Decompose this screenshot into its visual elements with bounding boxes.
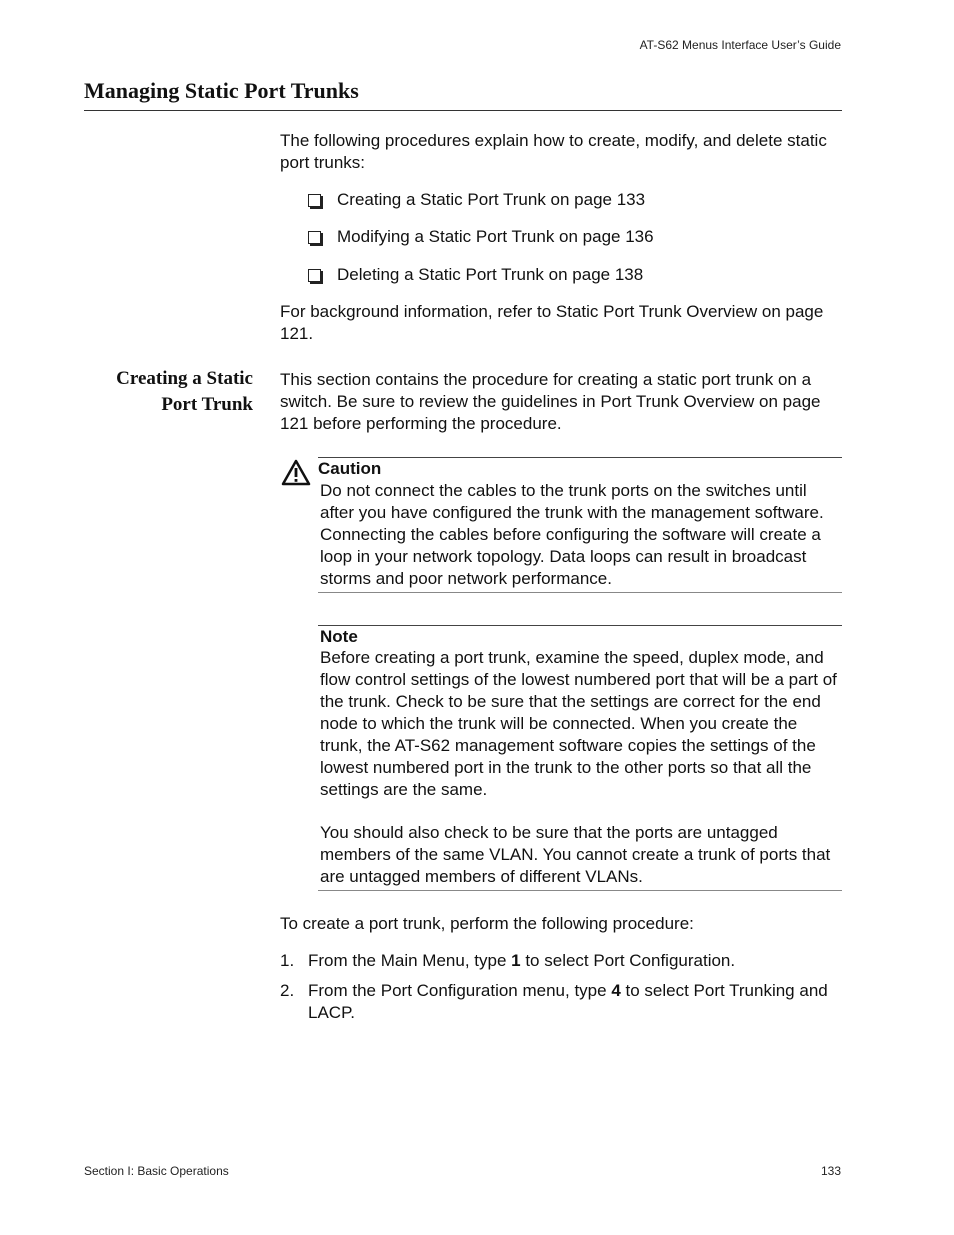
guide-title: AT-S62 Menus Interface User’s Guide [639, 38, 841, 52]
section-title-rule [84, 110, 842, 111]
procedure-intro: To create a port trunk, perform the following procedure: [280, 914, 694, 933]
background-paragraph: For background information, refer to Static Port Trunk Overview on page 121. [280, 302, 824, 343]
caution-top-rule [318, 457, 842, 458]
bullet-link-deleting[interactable]: Deleting a Static Port Trunk on page 138 [337, 265, 644, 284]
caution-bottom-rule [318, 592, 842, 593]
step-text-post: to select Port Trunking and LACP. [308, 981, 828, 1022]
checkbox-bullet-icon [308, 231, 321, 244]
note-paragraph-1: Before creating a port trunk, examine the speed, duplex mode, and flow control settings of the lowest numbered port that will be a part of the trunk. Check to be sure that the settings are correct for the end node to which the trunk will be connected. When you create the trunk, the AT-S62 management software copies the settings of the lowest numbered port in the trunk to the other ports so that all the settings are the same. [320, 648, 837, 799]
step-number: 2. [280, 981, 295, 1000]
caution-text: Do not connect the cables to the trunk ports on the switches until after you have configured the trunk with the management software. Connecting the cables before configuring the software will create a loop in your network topology. Data loops can result in broadcast storms and poor network performance. [320, 481, 824, 588]
note-label: Note [320, 627, 358, 646]
warning-triangle-icon [281, 459, 311, 487]
step-key: 4 [611, 981, 621, 1000]
bullet-item [308, 226, 654, 248]
step-text-pre: From the Main Menu, type [308, 951, 512, 970]
subsection-heading-line1: Creating a Static [116, 368, 253, 389]
step-key: 1 [511, 951, 521, 970]
subsection-heading-line2: Port Trunk [161, 394, 253, 415]
note-top-rule [318, 625, 842, 626]
section-title: Managing Static Port Trunks [84, 78, 359, 103]
step-number: 1. [280, 951, 295, 970]
note-paragraph-2: You should also check to be sure that the ports are untagged members of the same VLAN. You cannot create a trunk of ports that are untagged members of different VLANs. [320, 823, 831, 886]
bullet-link-modifying[interactable]: Modifying a Static Port Trunk on page 136 [337, 227, 654, 246]
checkbox-bullet-icon [308, 269, 321, 282]
note-bottom-rule [318, 890, 842, 891]
intro-paragraph: The following procedures explain how to create, modify, and delete static port trunks: [280, 131, 827, 172]
footer-page-number: 133 [820, 1164, 841, 1178]
bullet-link-creating[interactable]: Creating a Static Port Trunk on page 133 [337, 190, 646, 209]
step-text-pre: From the Port Configuration menu, type [308, 981, 612, 1000]
caution-label: Caution [318, 459, 382, 478]
bullet-item [308, 264, 643, 286]
subsection-intro: This section contains the procedure for creating a static port trunk on a switch. Be sure to review the guidelines in Port Trunk Overview on page 121 before performing the procedure. [280, 370, 821, 433]
step-text [308, 950, 842, 972]
footer-section: Section I: Basic Operations [84, 1164, 229, 1178]
step-text [308, 980, 842, 1024]
step-text-post: to select Port Configuration. [520, 951, 736, 970]
checkbox-bullet-icon [308, 194, 321, 207]
subsection-heading [53, 366, 253, 418]
bullet-item [308, 189, 645, 211]
